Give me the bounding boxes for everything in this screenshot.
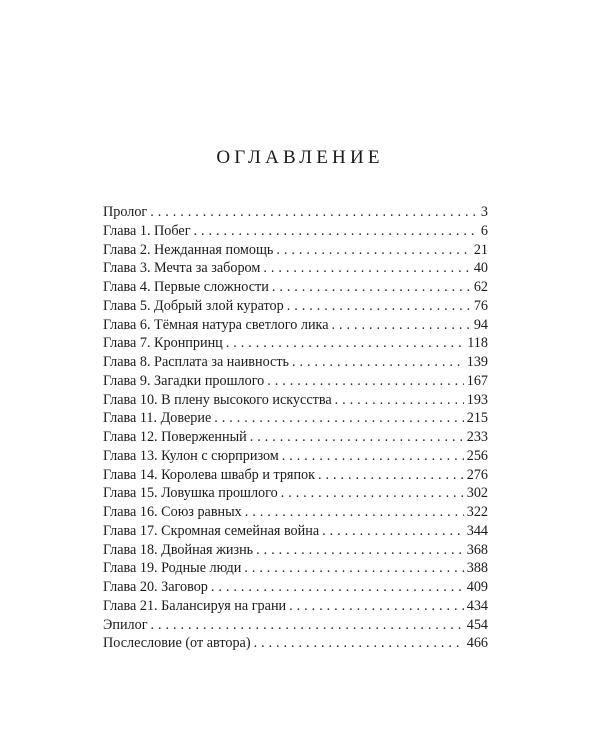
toc-entry: [103, 522, 488, 541]
dot-leader: [150, 203, 478, 222]
toc-entry-label: Глава 7. Кронпринц: [103, 335, 223, 352]
dot-leader: [263, 259, 470, 278]
toc-entry: [103, 334, 488, 353]
toc-entry: [103, 297, 488, 316]
dot-leader: [194, 222, 478, 241]
toc-entry-page-number: 302: [466, 485, 488, 502]
toc-entry-label: Глава 10. В плену высокого искусства: [103, 391, 332, 408]
dot-leader: [245, 503, 464, 522]
toc-entry: [103, 353, 488, 372]
toc-entry: [103, 503, 488, 522]
dot-leader: [272, 278, 471, 297]
toc-entry: [103, 634, 488, 653]
toc-entry-page-number: 466: [466, 635, 488, 652]
toc-entry: [103, 203, 488, 222]
toc-entry-page-number: 454: [466, 616, 488, 633]
toc-entry-label: Глава 1. Побег: [103, 222, 191, 239]
toc-entry-label: Глава 4. Первые сложности: [103, 279, 269, 295]
toc-entry-label: Глава 17. Скромная семейная война: [103, 522, 320, 539]
dot-leader: [244, 559, 463, 578]
toc-entry-label: Глава 15. Ловушка прошлого: [103, 485, 278, 502]
toc-entry: [103, 259, 488, 278]
toc-entry: [103, 391, 488, 410]
toc-entry-label: Глава 16. Союз равных: [103, 504, 242, 520]
toc-entry-label: Глава 5. Добрый злой куратор: [103, 297, 284, 314]
toc-entry: [103, 316, 488, 335]
toc-entry-page-number: 233: [466, 429, 488, 445]
toc-entry: [103, 372, 488, 391]
dot-leader: [226, 334, 464, 353]
toc-entry-page-number: 276: [466, 466, 488, 483]
toc-entry-page-number: 256: [466, 447, 488, 464]
toc-entry-label: Эпилог: [103, 616, 148, 633]
toc-entry-label: Глава 21. Балансируя на грани: [103, 597, 287, 614]
toc-entry-label: Глава 6. Тёмная натура светлого лика: [103, 316, 329, 333]
toc-entry-page-number: 40: [473, 260, 488, 277]
toc-entry-page-number: 322: [466, 504, 488, 520]
toc-entry-page-number: 368: [466, 541, 488, 558]
dot-leader: [254, 634, 464, 653]
dot-leader: [287, 297, 471, 316]
toc-entry-page-number: 62: [473, 279, 488, 295]
dot-leader: [281, 484, 464, 503]
toc-entry: [103, 428, 488, 447]
toc-entry-label: Глава 9. Загадки прошлого: [103, 372, 265, 389]
dot-leader: [267, 372, 463, 391]
toc-entry: [103, 578, 488, 597]
toc-entry-label: Глава 12. Поверженный: [103, 429, 247, 445]
toc-entry: [103, 559, 488, 578]
toc-entry: [103, 466, 488, 485]
table-of-contents: [103, 203, 488, 653]
toc-entry: [103, 597, 488, 616]
toc-entry-page-number: 3: [480, 204, 488, 220]
page-title: ОГЛАВЛЕНИЕ: [216, 147, 384, 168]
dot-leader: [335, 391, 464, 410]
toc-entry-label: Глава 14. Королева швабр и тряпок: [103, 466, 316, 483]
toc-entry-label: Глава 19. Родные люди: [103, 560, 242, 577]
toc-entry-page-number: 388: [466, 560, 488, 577]
toc-entry: [103, 241, 488, 260]
dot-leader: [332, 316, 471, 335]
dot-leader: [214, 409, 463, 428]
toc-entry: [103, 409, 488, 428]
toc-entry-page-number: 76: [473, 297, 488, 314]
toc-entry: [103, 616, 488, 635]
dot-leader: [289, 597, 464, 616]
toc-entry-page-number: 139: [466, 354, 488, 370]
dot-leader: [276, 241, 470, 260]
toc-entry-page-number: 118: [467, 335, 488, 352]
toc-entry-label: Глава 3. Мечта за забором: [103, 260, 261, 277]
toc-entry-page-number: 167: [466, 372, 488, 389]
dot-leader: [282, 447, 464, 466]
dot-leader: [250, 428, 464, 447]
toc-entry-label: Пролог: [103, 204, 148, 220]
dot-leader: [292, 353, 464, 372]
dot-leader: [256, 541, 464, 560]
toc-entry-page-number: 94: [473, 316, 488, 333]
toc-entry-page-number: 434: [466, 597, 488, 614]
dot-leader: [322, 522, 464, 541]
toc-entry: [103, 484, 488, 503]
toc-entry-label: Глава 8. Расплата за наивность: [103, 354, 289, 370]
toc-entry: [103, 222, 488, 241]
toc-entry-label: Послесловие (от автора): [103, 635, 251, 652]
toc-entry: [103, 447, 488, 466]
toc-entry-label: Глава 20. Заговор: [103, 579, 208, 595]
toc-entry-page-number: 409: [466, 579, 488, 595]
toc-entry-label: Глава 11. Доверие: [103, 410, 212, 427]
toc-entry: [103, 278, 488, 297]
toc-entry-page-number: 344: [466, 522, 488, 539]
dot-leader: [211, 578, 464, 597]
toc-entry-label: Глава 2. Нежданная помощь: [103, 241, 274, 258]
toc-entry-page-number: 6: [480, 222, 488, 239]
dot-leader: [151, 616, 464, 635]
toc-entry-page-number: 215: [466, 410, 488, 427]
toc-entry-page-number: 21: [473, 241, 488, 258]
toc-entry-label: Глава 13. Кулон с сюрпризом: [103, 447, 279, 464]
toc-entry: [103, 541, 488, 560]
toc-entry-label: Глава 18. Двойная жизнь: [103, 541, 254, 558]
toc-entry-page-number: 193: [466, 391, 488, 408]
dot-leader: [318, 466, 464, 485]
